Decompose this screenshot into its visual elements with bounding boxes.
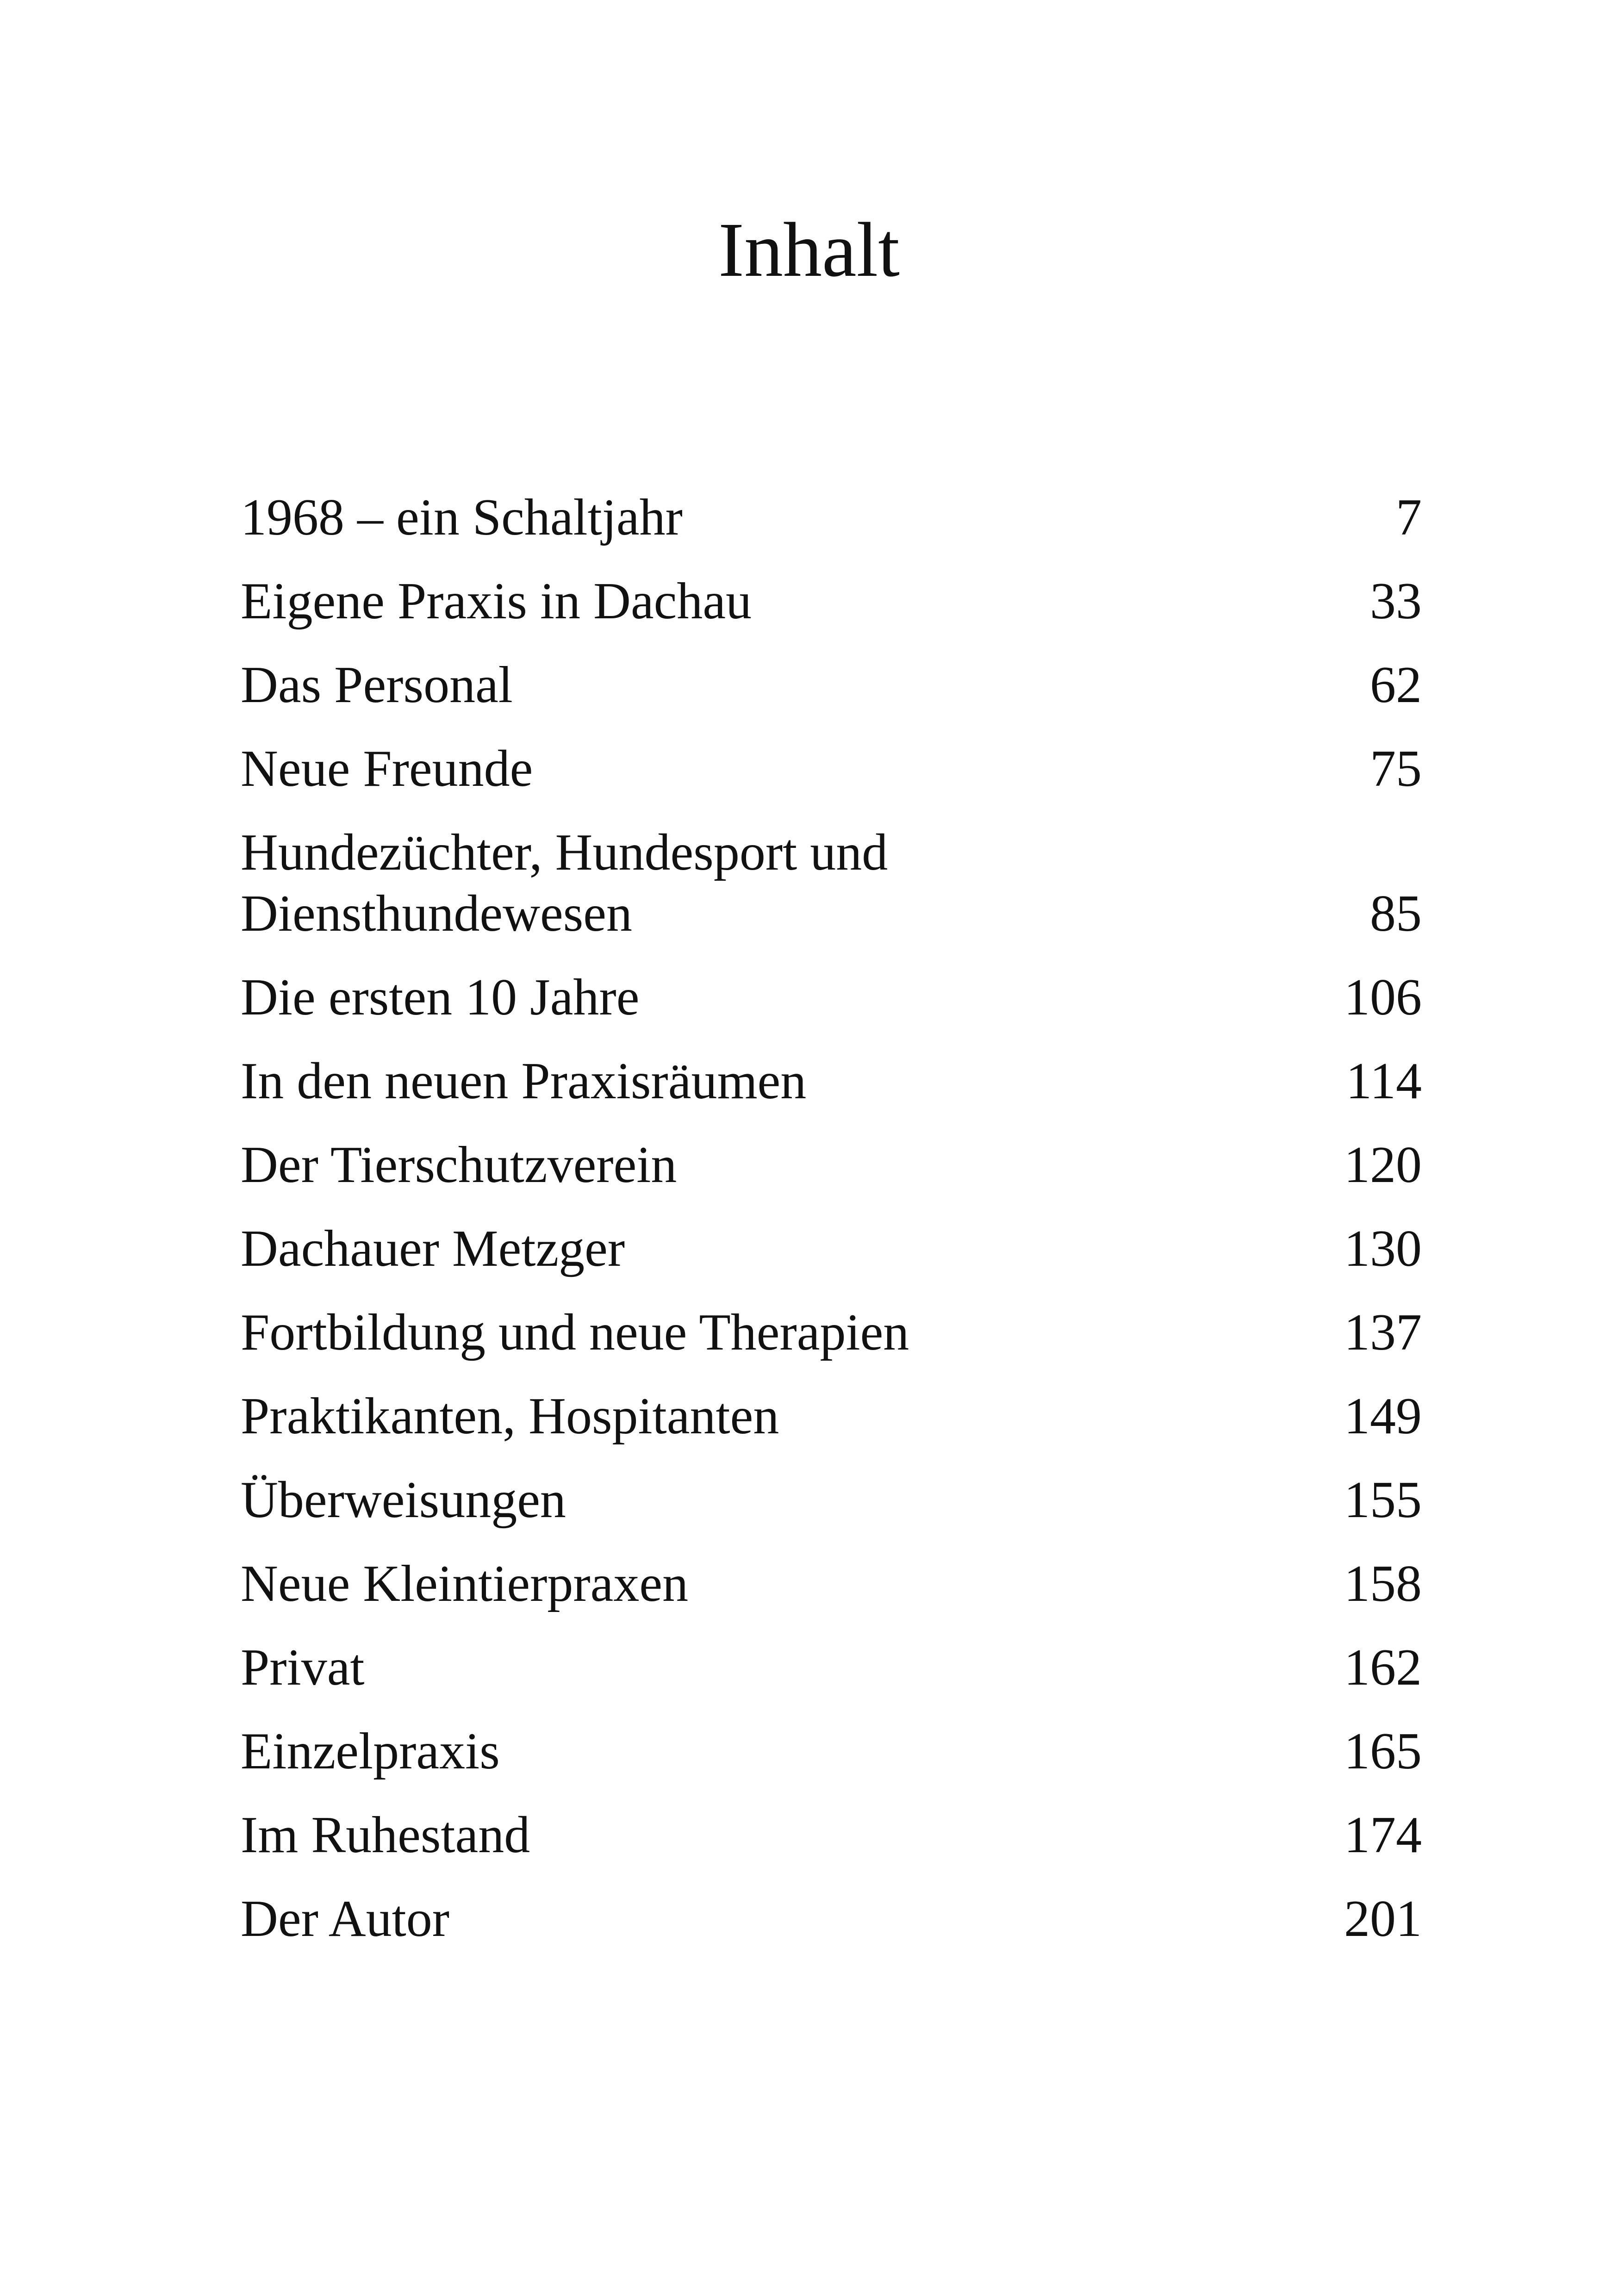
toc-entry-title: Eigene Praxis in Dachau bbox=[241, 572, 752, 630]
toc-entry-title bbox=[241, 822, 888, 944]
toc-entry bbox=[241, 1637, 1422, 1698]
toc-entry-page: 155 bbox=[1344, 1471, 1422, 1529]
toc-entry-title: Der Autor bbox=[241, 1890, 450, 1948]
toc-entry-page: 201 bbox=[1344, 1890, 1422, 1948]
toc-entry-page: 106 bbox=[1344, 969, 1422, 1026]
toc-entry-title: 1968 – ein Schaltjahr bbox=[241, 489, 683, 546]
toc-entry-page: 85 bbox=[1370, 885, 1422, 942]
toc-entry-title-line: Diensthundewesen bbox=[241, 885, 633, 942]
toc-entry bbox=[241, 1386, 1422, 1447]
toc-entry-page: 62 bbox=[1370, 656, 1422, 714]
toc-entry-page: 158 bbox=[1344, 1555, 1422, 1612]
toc-entry-title-line: Hundezüchter, Hundesport und bbox=[241, 824, 888, 881]
toc-entry-page: 149 bbox=[1344, 1388, 1422, 1445]
toc-entry bbox=[241, 1134, 1422, 1195]
toc-entry bbox=[241, 1302, 1422, 1363]
toc-entry bbox=[241, 967, 1422, 1028]
toc-entry-title: Neue Freunde bbox=[241, 740, 533, 797]
toc-entry bbox=[241, 738, 1422, 799]
toc-entry-title: Einzelpraxis bbox=[241, 1723, 500, 1780]
toc-entry-page: 174 bbox=[1344, 1806, 1422, 1864]
toc-entry bbox=[241, 1804, 1422, 1866]
toc-entry-page: 120 bbox=[1344, 1136, 1422, 1194]
toc-entry-title: In den neuen Praxisräumen bbox=[241, 1052, 807, 1110]
toc-entry-page: 75 bbox=[1370, 740, 1422, 797]
toc-entry-title: Im Ruhestand bbox=[241, 1806, 530, 1864]
toc-entry-title: Privat bbox=[241, 1639, 365, 1696]
page-title: Inhalt bbox=[718, 207, 900, 293]
toc-entry-title: Dachauer Metzger bbox=[241, 1220, 625, 1277]
toc-entry-title: Der Tierschutzverein bbox=[241, 1136, 677, 1194]
toc-entry-title: Das Personal bbox=[241, 656, 513, 714]
toc-entry-title: Fortbildung und neue Therapien bbox=[241, 1304, 909, 1361]
toc-entry bbox=[241, 1218, 1422, 1279]
table-of-contents bbox=[241, 487, 1422, 1972]
toc-entry bbox=[241, 1888, 1422, 1949]
toc-entry-page: 114 bbox=[1346, 1052, 1422, 1110]
toc-entry-page: 7 bbox=[1396, 489, 1422, 546]
toc-entry-page: 130 bbox=[1344, 1220, 1422, 1277]
toc-entry bbox=[241, 1469, 1422, 1531]
toc-entry-page: 137 bbox=[1344, 1304, 1422, 1361]
toc-entry bbox=[241, 1721, 1422, 1782]
toc-entry-title: Neue Kleintierpraxen bbox=[241, 1555, 689, 1612]
toc-entry bbox=[241, 487, 1422, 548]
toc-entry-title: Überweisungen bbox=[241, 1471, 566, 1529]
toc-entry bbox=[241, 1051, 1422, 1112]
toc-entry bbox=[241, 822, 1422, 944]
toc-entry-title: Die ersten 10 Jahre bbox=[241, 969, 640, 1026]
toc-entry-title: Praktikanten, Hospitanten bbox=[241, 1388, 779, 1445]
toc-entry bbox=[241, 571, 1422, 632]
toc-entry-page: 162 bbox=[1344, 1639, 1422, 1696]
toc-entry-page: 165 bbox=[1344, 1723, 1422, 1780]
toc-entry-page: 33 bbox=[1370, 572, 1422, 630]
toc-entry bbox=[241, 1553, 1422, 1614]
toc-entry bbox=[241, 654, 1422, 716]
